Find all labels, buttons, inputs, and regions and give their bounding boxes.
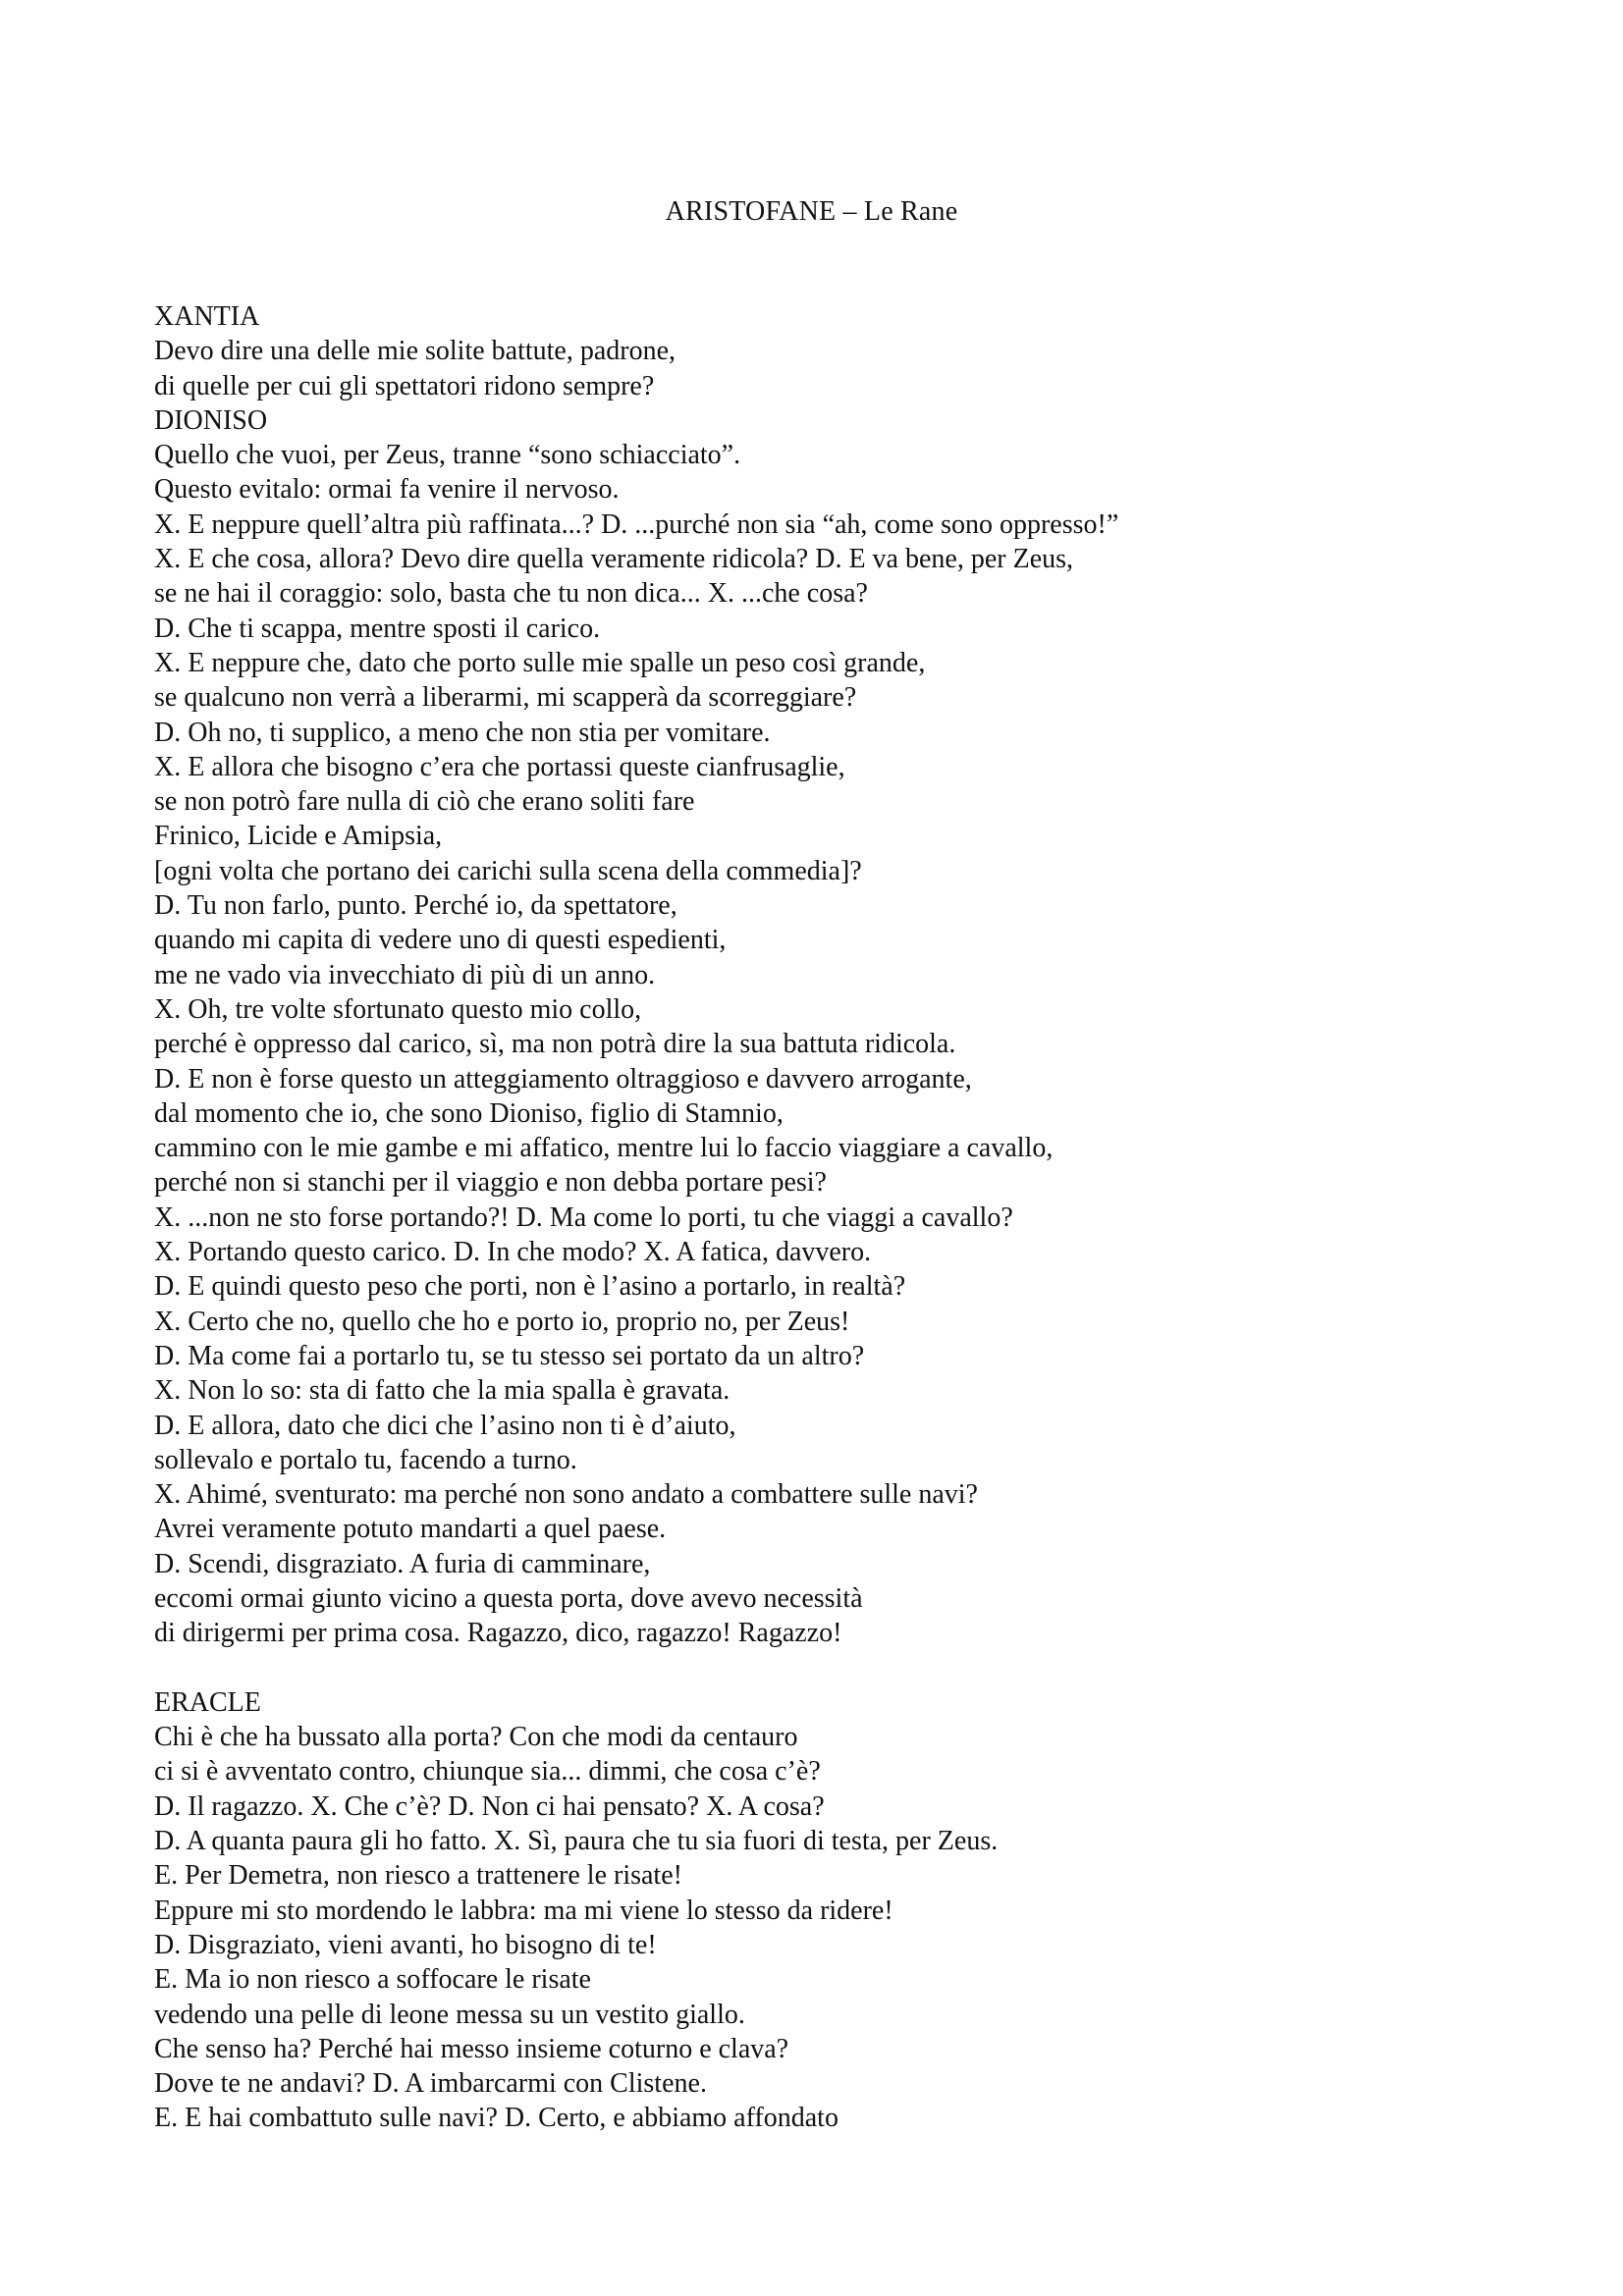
speaker-heading: XANTIA (154, 301, 260, 332)
verse-line: perché non si stanchi per il viaggio e non debba portare pesi? (154, 1167, 827, 1199)
verse-line: X. E neppure quell’altra più raffinata...? D. ...purché non sia “ah, come sono oppresso!” (154, 508, 1119, 540)
document-body (154, 299, 1529, 2136)
verse-line: vedendo una pelle di leone messa su un vestito giallo. (154, 1999, 745, 2030)
verse-line: dal momento che io, che sono Dioniso, figlio di Stamnio, (154, 1097, 784, 1129)
verse-line: me ne vado via invecchiato di più di un anno. (154, 959, 656, 990)
verse-line: eccomi ormai giunto vicino a questa porta, dove avevo necessità (154, 1582, 863, 1614)
verse-line: D. Ma come fai a portarlo tu, se tu stesso sei portato da un altro? (154, 1340, 865, 1371)
verse-line: X. Certo che no, quello che ho e porto io, proprio no, per Zeus! (154, 1306, 850, 1337)
verse-line: Frinico, Licide e Amipsia, (154, 821, 443, 852)
verse-line: E. E hai combattuto sulle navi? D. Certo, e abbiamo affondato (154, 2103, 839, 2134)
verse-line: di quelle per cui gli spettatori ridono sempre? (154, 370, 655, 401)
verse-line: D. Che ti scappa, mentre sposti il carico. (154, 613, 601, 644)
verse-line: Eppure mi sto mordendo le labbra: ma mi viene lo stesso da ridere! (154, 1895, 893, 1926)
verse-line: sollevalo e portalo tu, facendo a turno. (154, 1444, 577, 1475)
verse-line: DIONISO (154, 404, 268, 436)
verse-line: perché è oppresso dal carico, sì, ma non potrà dire la sua battuta ridicola. (154, 1029, 956, 1060)
verse-line: X. E che cosa, allora? Devo dire quella veramente ridicola? D. E va bene, per Zeus, (154, 544, 1074, 575)
speaker-heading: ERACLE (154, 1686, 261, 1718)
verse-line: se qualcuno non verrà a liberarmi, mi scapperà da scorreggiare? (154, 682, 857, 714)
verse-line: quando mi capita di vedere uno di questi espedienti, (154, 925, 727, 956)
verse-line: X. Portando questo carico. D. In che modo? X. A fatica, davvero. (154, 1237, 872, 1268)
verse-line: X. ...non ne sto forse portando?! D. Ma come lo porti, tu che viaggi a cavallo? (154, 1201, 1013, 1233)
verse-line: E. Per Demetra, non riesco a trattenere le risate! (154, 1860, 682, 1892)
verse-line: D. Il ragazzo. X. Che c’è? D. Non ci hai pensato? X. A cosa? (154, 1790, 825, 1822)
verse-line: se ne hai il coraggio: solo, basta che tu non dica... X. ...che cosa? (154, 578, 868, 610)
verse-line: Avrei veramente potuto mandarti a quel paese. (154, 1514, 667, 1545)
verse-line: D. E quindi questo peso che porti, non è l’asino a portarlo, in realtà? (154, 1271, 906, 1303)
verse-line: X. Oh, tre volte sfortunato questo mio collo, (154, 993, 642, 1025)
verse-line: D. Tu non farlo, punto. Perché io, da spettatore, (154, 890, 677, 922)
verse-line: se non potrò fare nulla di ciò che erano soliti fare (154, 786, 695, 818)
verse-line: Chi è che ha bussato alla porta? Con che modi da centauro (154, 1722, 798, 1753)
verse-line: D. A quanta paura gli ho fatto. X. Sì, paura che tu sia fuori di testa, per Zeus. (154, 1826, 999, 1857)
verse-line: X. E neppure che, dato che porto sulle mie spalle un peso così grande, (154, 647, 926, 678)
verse-line: Dove te ne andavi? D. A imbarcarmi con Clistene. (154, 2068, 707, 2100)
verse-line: D. Scendi, disgraziato. A furia di camminare, (154, 1548, 651, 1579)
verse-line: di dirigermi per prima cosa. Ragazzo, dico, ragazzo! Ragazzo! (154, 1618, 842, 1649)
verse-line: E. Ma io non riesco a soffocare le risate (154, 1964, 591, 1996)
verse-line: Devo dire una delle mie solite battute, padrone, (154, 336, 676, 367)
verse-line: D. Oh no, ti supplico, a meno che non stia per vomitare. (154, 717, 771, 748)
verse-line: D. Disgraziato, vieni avanti, ho bisogno di te! (154, 1929, 657, 1960)
verse-line: X. E allora che bisogno c’era che portassi queste cianfrusaglie, (154, 751, 845, 782)
verse-line: ci si è avventato contro, chiunque sia... dimmi, che cosa c’è? (154, 1756, 821, 1788)
verse-line: Che senso ha? Perché hai messo insieme coturno e clava? (154, 2033, 789, 2064)
document-title: ARISTOFANE – Le Rane (665, 196, 958, 227)
verse-line: cammino con le mie gambe e mi affatico, mentre lui lo faccio viaggiare a cavallo, (154, 1133, 1054, 1164)
verse-line: X. Ahimé, sventurato: ma perché non sono andato a combattere sulle navi? (154, 1479, 978, 1511)
section-spacer (154, 1651, 1529, 1685)
verse-line: D. E allora, dato che dici che l’asino non ti è d’aiuto, (154, 1410, 736, 1441)
verse-line: D. E non è forse questo un atteggiamento oltraggioso e davvero arrogante, (154, 1063, 972, 1095)
verse-line: Questo evitalo: ormai fa venire il nervoso. (154, 474, 620, 506)
verse-line: Quello che vuoi, per Zeus, tranne “sono schiacciato”. (154, 440, 741, 471)
verse-line: [ogni volta che portano dei carichi sulla scena della commedia]? (154, 855, 862, 886)
verse-line: X. Non lo so: sta di fatto che la mia spalla è gravata. (154, 1375, 730, 1407)
